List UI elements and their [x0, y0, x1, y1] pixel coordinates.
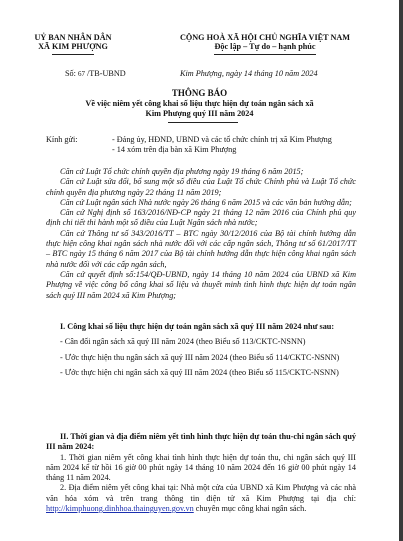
place-date: Kim Phượng, ngày 14 tháng 10 năm 2024: [180, 69, 318, 78]
section-2-item-1: 1. Thời gian niêm yết công khai tình hình thực hiện dự toán thu, chi ngân sách quý III năm 2024 kể từ hồi 16 giờ 00 phút ngày 14 tháng 10 năm 2024 đến 16 giờ 00 phút ngày 14 tháng 11 năm 2024.: [46, 452, 356, 483]
item-2-text-end: chuyên mục công khai ngân sách.: [193, 504, 307, 514]
basis-paragraph: Căn cứ Thông tư số 343/2016/TT – BTC ngày 30/12/2016 của Bộ tài chính hướng dẫn thực hiện công khai ngân sách nhà nước đối với các cấp ngân sách, Thông tư số 61/2017/TT – BTC ngày 15 tháng 6 năm 2017 của Bộ tài chính hướng dẫn thực hiện công khai ngân sách nhà nước đối với các cấp ngân sách,: [46, 228, 356, 269]
section-1-heading: I. Công khai số liệu thực hiện dự toán ngân sách xã quý III năm 2024 như sau:: [60, 322, 335, 331]
nation-name: CỘNG HOÀ XÃ HỘI CHỦ NGHĨA VIỆT NAM: [179, 33, 351, 42]
basis-paragraph: Căn cứ Nghị định số 163/2016/NĐ-CP ngày 21 tháng 12 năm 2016 của Chính phủ quy định chi tiết thi hành một số điều của Luật Ngân sách nhà nước;: [46, 208, 356, 228]
recipient-1: - Đảng ủy, HĐND, UBND và các tổ chức chính trị xã Kim Phượng: [112, 135, 332, 144]
nation-motto: Độc lập – Tự do – hạnh phúc: [214, 42, 316, 51]
recipients-label: Kính gửi:: [46, 135, 78, 144]
section-2-item-2: [46, 483, 356, 514]
basis-paragraph: Căn cứ Luật Tổ chức chính quyền địa phương ngày 19 tháng 6 năm 2015;: [60, 167, 304, 176]
subject-line2: Kim Phượng quý III năm 2024: [145, 109, 254, 118]
basis-paragraph: Căn cứ Luật ngân sách Nhà nước ngày 26 tháng 6 năm 2015 và các văn bản hướng dẫn;: [60, 197, 352, 207]
agency-underline: [52, 54, 94, 55]
section-1: [46, 322, 356, 378]
agency-name-line1: UỶ BAN NHÂN DÂN: [34, 33, 112, 42]
legal-basis: [46, 167, 356, 301]
item-2-text: 2. Địa điểm niêm yết công khai tại: Nhà một cửa của UBND xã Kim Phượng và các nhà văn hóa xóm và trên trang thông tin điện tử xã Kim Phượng tại địa chỉ:: [46, 483, 356, 503]
title-underline: [168, 122, 238, 123]
number-value: 67: [77, 70, 85, 78]
basis-paragraph: Căn cứ quyết định số:154/QĐ-UBND, ngày 14 tháng 10 năm 2024 của UBND xã Kim Phượng về việc công bố công khai số liệu và thuyết minh tình hình thực hiện dự toán ngân sách quý III năm 2024 xã Kim Phượng;: [46, 269, 356, 300]
website-link[interactable]: http://kimphuong.dinhhoa.thainguyen.gov.vn: [46, 504, 194, 514]
number-prefix: Số:: [65, 69, 76, 78]
section-1-item: - Cân đối ngân sách xã quý III năm 2024 (theo Biểu số 113/CKTC-NSNN): [60, 337, 306, 347]
basis-paragraph: Căn cứ Luật sửa đổi, bổ sung một số điều của Luật Tổ chức Chính phủ và Luật Tổ chức chính quyền địa phương ngày 22 tháng 11 năm 2019;: [46, 177, 356, 197]
section-1-item: - Ước thực hiện chi ngân sách xã quý III năm 2024 (theo Biểu số 115/CKTC-NSNN): [60, 367, 339, 377]
document-heading: THÔNG BÁO: [171, 88, 228, 98]
section-1-item: - Ước thực hiện thu ngân sách xã quý III năm 2024 (theo Biểu số 114/CKTC-NSNN): [60, 352, 340, 362]
agency-name-line2: XÃ KIM PHƯỢNG: [38, 42, 108, 51]
motto-underline: [214, 54, 316, 55]
subject-line1: Về việc niêm yết công khai số liệu thực hiện dự toán ngân sách xã: [85, 99, 314, 108]
document-number: [65, 69, 126, 79]
number-suffix: /TB-UBND: [87, 69, 126, 78]
section-2: [46, 432, 356, 514]
recipient-2: - 14 xóm trên địa bàn xã Kim Phượng: [112, 145, 237, 154]
section-2-heading: II. Thời gian và địa điểm niêm yết tình hình thực hiện dự toán thu-chi ngân sách quý III năm 2024:: [46, 432, 356, 452]
